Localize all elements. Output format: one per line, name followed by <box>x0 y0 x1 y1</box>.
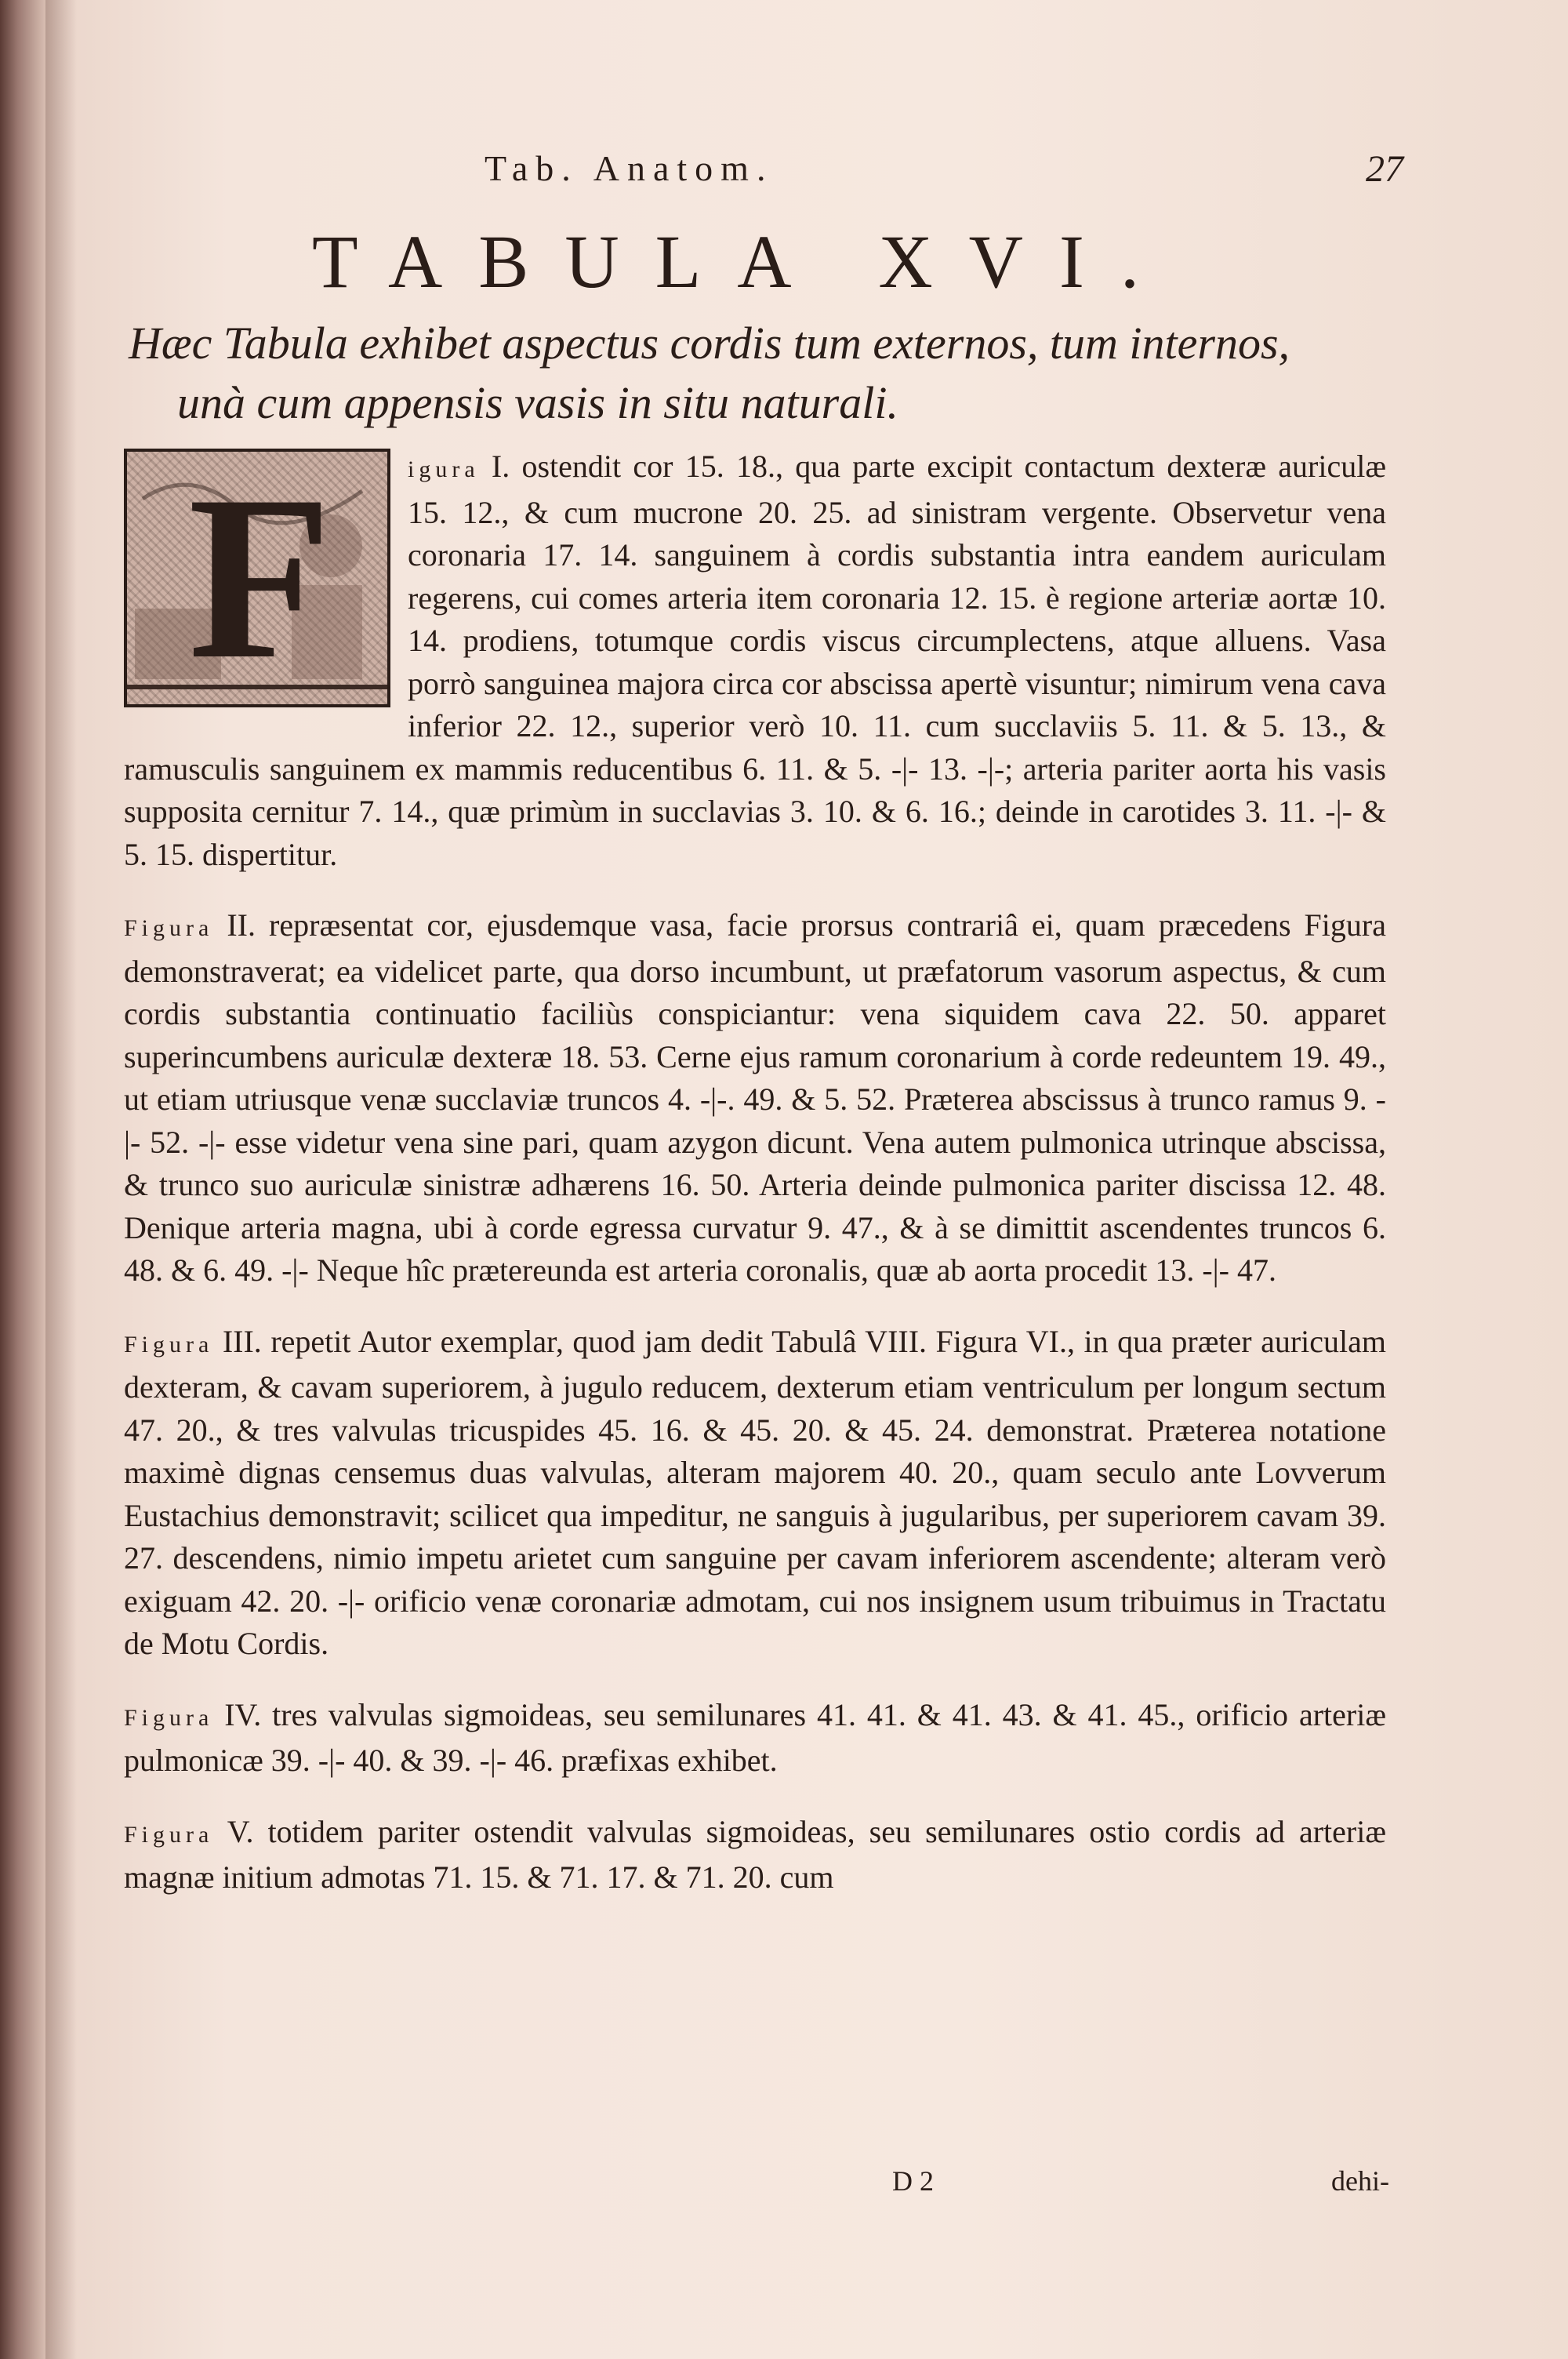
paragraph-figura-3 <box>124 1321 1386 1666</box>
paragraph-text: V. totidem pariter ostendit valvulas sigmoideas, seu semilunares ostio cordis ad arteriæ magnæ initium admotas 71. 15. & 71. 17. & 71. 20. cum <box>124 1813 1386 1895</box>
paragraph-text: II. repræsentat cor, ejusdemque vasa, facie prorsus contrariâ ei, quam præcedens Figura demonstraverat; ea videlicet parte, qua dorso incumbunt, ut præfatorum vasorum aspectus, & cum cordis substantia continuatio faciliùs conspiciantur: vena siquidem cava 22. 50. apparet superincumbens auriculæ dexteræ 18. 53. Cerne ejus ramum coronarium à corde redeuntem 19. 49., ut etiam utriusque venæ succlaviæ truncos 4. -|-. 49. & 5. 52. Præterea abscissus à trunco ramus 9. -|- 52. -|- esse videtur vena sine pari, quam azygon dicunt. Vena autem pulmonica utrinque abscissa, & trunco suo auriculæ sinistræ adhærens 16. 50. Arteria deinde pulmonica pariter discissa 12. 48. Denique arteria magna, ubi à corde egressa curvatur 9. 47., & à se dimittit ascendentes truncos 6. 48. & 6. 49. -|- Neque hîc prætereunda est arteria coronalis, quæ ab aorta procedit 13. -|- 47. <box>124 907 1386 1288</box>
paragraph-figura-2 <box>124 904 1386 1292</box>
catchword: dehi- <box>1331 2165 1389 2197</box>
body-text <box>124 445 1386 1928</box>
paragraph-lead: Figura <box>124 1821 214 1848</box>
page-fold-shadow <box>45 0 77 2359</box>
decorated-initial <box>124 449 390 707</box>
book-page <box>45 0 1568 2359</box>
initial-letter: F <box>188 449 332 707</box>
page-number: 27 <box>1366 148 1403 190</box>
book-gutter <box>0 0 45 2359</box>
caption-line-2: unà cum appensis vasis in situ naturali. <box>177 377 898 428</box>
page-footer <box>45 2165 1568 2212</box>
paragraph-figura-5 <box>124 1811 1386 1899</box>
running-title: Tab. Anatom. <box>485 148 774 188</box>
running-head <box>45 147 1568 194</box>
plate-caption <box>129 314 1399 433</box>
paragraph-text: III. repetit Autor exemplar, quod jam dedit Tabulâ VIII. Figura VI., in qua præter auriculam dexteram, & cavam superiorem, à jugulo reducem, dexterum etiam ventriculum per longum sectum 47. 20., & tres valvulas tricuspides 45. 16. & 45. 20. & 45. 24. demonstrat. Præterea notatione maximè dignas censemus duas valvulas, alteram majorem 40. 20., quam seculo ante Lovverum Eustachius demonstravit; scilicet qua impeditur, ne sanguis à jugularibus, per superiorem cavam 39. 27. descendens, nimio impetu arietet cum sanguine per cavam inferiorem ascendente; alteram verò exiguam 42. 20. -|- orificio venæ coronariæ admotam, cui nos insignem usum tribuimus in Tractatu de Motu Cordis. <box>124 1323 1386 1661</box>
paragraph-lead: Figura <box>124 1704 214 1731</box>
paragraph-lead: Figura <box>124 1331 214 1358</box>
paragraph-figura-1 <box>124 445 1386 876</box>
paragraph-figura-4 <box>124 1694 1386 1783</box>
paragraph-lead: igura <box>408 456 480 482</box>
caption-line-1: Hæc Tabula exhibet aspectus cordis tum externos, tum internos, <box>129 318 1290 369</box>
paragraph-text: IV. tres valvulas sigmoideas, seu semilunares 41. 41. & 41. 43. & 41. 45., orificio arteriæ pulmonicæ 39. -|- 40. & 39. -|- 46. præfixas exhibet. <box>124 1696 1386 1778</box>
signature-mark: D 2 <box>892 2165 934 2197</box>
paragraph-lead: Figura <box>124 915 214 941</box>
paragraph-text: I. ostendit cor 15. 18., qua parte excipit contactum dexteræ auriculæ 15. 12., & cum mucrone 20. 25. ad sinistram vergente. Observetur vena coronaria 17. 14. sanguinem à cordis substantia intra eandem auriculam regerens, cui comes arteria item coronaria 12. 15. è regione arteriæ aortæ 10. 14. prodiens, totumque cordis viscus circumplectens, atque alluens. Vasa porrò sanguinea majora circa cor abscissa apertè visuntur; nimirum vena cava inferior 22. 12., superior verò 10. 11. cum succlaviis 5. 11. & 5. 13., & ramusculis sanguinem ex mammis reducentibus 6. 11. & 5. -|- 13. -|-; arteria pariter aorta his vasis supposita cernitur 7. 14., quæ primùm in succlavias 3. 10. & 6. 16.; deinde in carotides 3. 11. -|- & 5. 15. dispertitur. <box>124 449 1386 872</box>
plate-title: TABULA XVI. <box>312 220 1175 304</box>
